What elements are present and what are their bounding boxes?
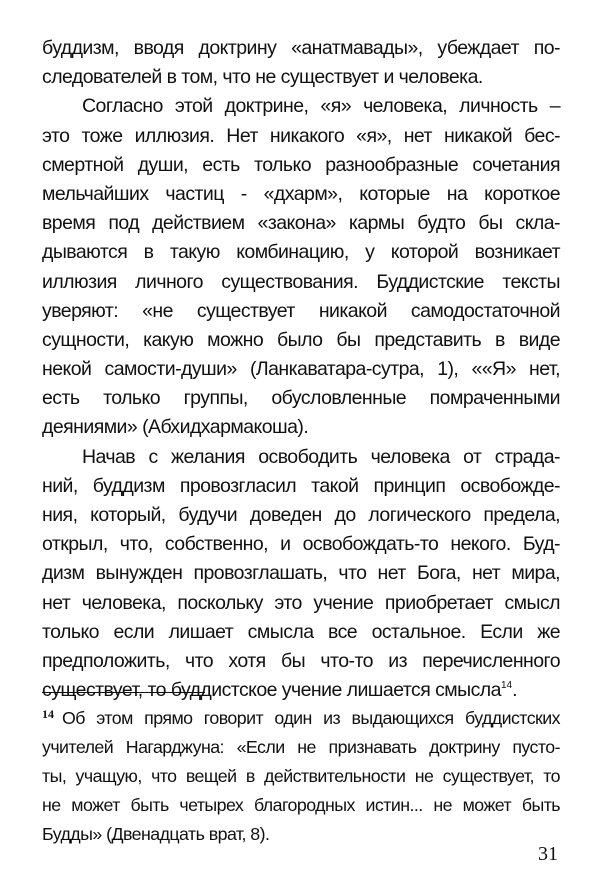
text-line: нет человека, поскольку это учение приобретает смысл xyxy=(42,591,560,614)
text-line: некой самости-души» (Ланкаватара-сутра, 1), ««Я» нет, xyxy=(42,358,560,381)
footnote-line xyxy=(42,704,560,733)
footnote-section xyxy=(42,704,560,849)
footnote-line: не может быть четырех благородных истин... не может быть xyxy=(42,795,560,815)
text-line: следователей в том, что не существует и человека. xyxy=(42,66,483,89)
text-line: иллюзия личного существования. Буддистские тексты xyxy=(42,270,560,293)
footnote-number: 14 xyxy=(42,707,54,721)
text-line: есть только группы, обусловленные помраченными xyxy=(42,387,560,410)
text-line: мельчайших частиц - «дхарм», которые на короткое xyxy=(42,182,560,205)
text-line: сущности, какую можно было бы представить в виде xyxy=(42,328,560,351)
text-line: дизм вынужден провозглашать, что нет Бога, нет мира, xyxy=(42,562,560,585)
footnote-line: учителей Нагарджуна: «Если не признавать доктрину пусто- xyxy=(42,737,560,757)
text-line: буддизм, вводя доктрину «анатмавады», убеждает по- xyxy=(42,37,560,59)
text-line: время под действием «закона» кармы будто бы скла- xyxy=(42,212,560,235)
footnote-line: Будды» (Двенадцать врат, 8). xyxy=(42,824,270,844)
text-line: только если лишает смысла все остальное. Если же xyxy=(42,620,560,643)
text-line: это тоже иллюзия. Нет никакого «я», нет никакой бес- xyxy=(42,124,560,147)
footnote-line: ты, учащую, что вещей в действительности не существует, то xyxy=(42,766,560,786)
text-line-with-footnote-ref xyxy=(42,676,560,705)
main-text xyxy=(42,34,560,705)
text-line: предположить, что хотя бы что-то из перечисленного xyxy=(42,649,560,672)
footnote-separator xyxy=(42,692,205,693)
text-line: дываются в такую комбинацию, у которой возникает xyxy=(42,241,560,264)
text-line: ния, который, будучи доведен до логического предела, xyxy=(42,504,560,526)
paragraph-start-line: Согласно этой доктрине, «я» человека, личность – xyxy=(82,95,560,118)
text-line: открыл, что, собственно, и освобождать-то некого. Буд- xyxy=(42,533,560,556)
text-line: смертной души, есть только разнообразные сочетания xyxy=(42,153,560,176)
text-line-content: существует, то буддистское учение лишается смысла xyxy=(42,679,501,702)
text-line: деяниями» (Абхидхармакоша). xyxy=(42,416,309,439)
footnote-reference[interactable]: 14 xyxy=(500,680,513,692)
text-line: уверяют: «не существует никакой самодостаточной xyxy=(42,299,560,322)
text-line: ний, буддизм провозгласил такой принцип освобожде- xyxy=(42,474,560,497)
footnote-text: Об этом прямо говорит один из выдающихся буддистских xyxy=(62,708,560,728)
page-number: 31 xyxy=(538,843,558,865)
sentence-end: . xyxy=(512,679,517,702)
paragraph-start-line: Начав с желания освободить человека от страда- xyxy=(82,445,560,468)
